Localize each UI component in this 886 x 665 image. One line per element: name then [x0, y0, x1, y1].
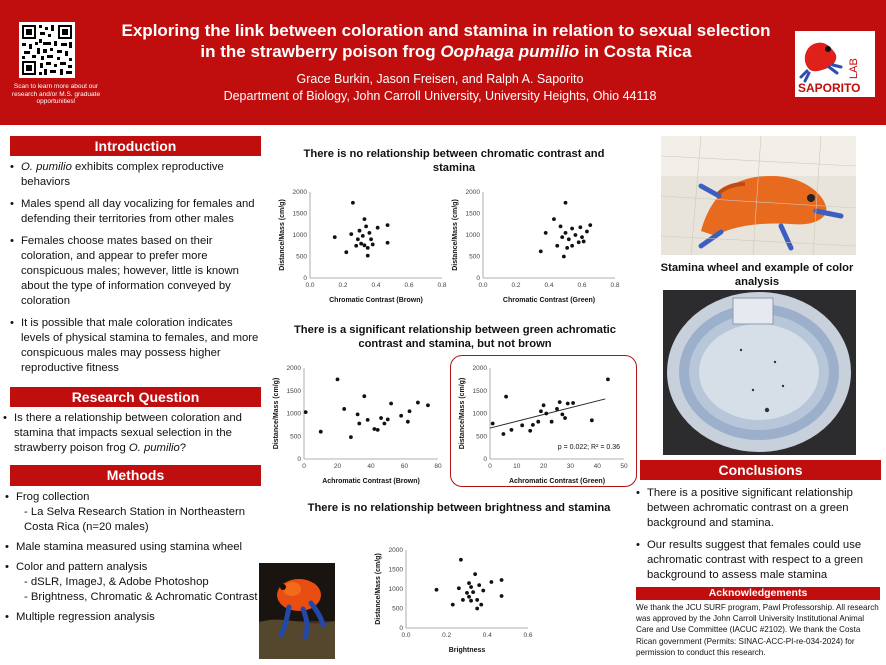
x-tick-label: 0.2	[511, 282, 521, 289]
data-point	[359, 242, 363, 246]
data-point	[544, 231, 548, 235]
y-tick-label: 0	[303, 275, 307, 283]
data-point	[564, 231, 568, 235]
data-point	[461, 598, 465, 602]
x-tick-label: 80	[434, 463, 442, 470]
author-block	[120, 71, 760, 105]
data-point	[363, 217, 367, 221]
y-axis-label: Distance/Mass (cm/g)	[279, 199, 286, 271]
x-axis-label: Achromatic Contrast (Brown)	[322, 478, 420, 485]
conclusions-heading: Conclusions	[640, 460, 881, 480]
logo-word: SAPORITO	[798, 81, 861, 95]
data-point	[389, 402, 393, 406]
data-point	[366, 418, 370, 422]
data-point	[408, 409, 412, 413]
data-point	[588, 223, 592, 227]
data-point	[465, 591, 469, 595]
data-point	[490, 580, 494, 584]
data-point	[531, 423, 535, 427]
y-tick-label: 2000	[292, 189, 307, 197]
data-point	[570, 244, 574, 248]
data-point	[502, 432, 506, 436]
y-tick-label: 0	[399, 625, 403, 633]
y-tick-label: 1500	[388, 566, 403, 574]
data-point	[552, 217, 556, 221]
acknowledgements-text: We thank the JCU SURF program, Pawl Professorship. All research was approved by the John Carroll University Institutional Animal Care and Use Committee (IACUC #2102). We thank the Costa Rican government (Permits: SINAC-ACC-PI-re-034-2024) for permission to conduct this research.	[636, 603, 879, 657]
data-point	[376, 428, 380, 432]
data-point	[416, 401, 420, 405]
frog-logo-icon	[795, 31, 875, 97]
data-point	[542, 403, 546, 407]
plot-achromatic-brown	[266, 362, 446, 487]
research-question-end: ?	[179, 442, 187, 454]
data-point	[467, 595, 471, 599]
data-point	[363, 243, 367, 247]
x-axis-label: Chromatic Contrast (Green)	[502, 297, 596, 304]
x-tick-label: 0.6	[404, 282, 414, 289]
data-point	[555, 407, 559, 411]
data-point	[571, 401, 575, 405]
x-tick-label: 0.4	[544, 282, 554, 289]
research-question-species: O. pumilio	[128, 442, 180, 454]
data-point	[471, 590, 475, 594]
y-tick-label: 1500	[292, 210, 307, 218]
data-point	[469, 585, 473, 589]
y-tick-label: 1500	[472, 387, 487, 395]
poster-header	[0, 0, 886, 125]
research-question-list	[2, 411, 260, 463]
data-point	[585, 230, 589, 234]
achromatic-figure-title: There is a significant relationship between green achromatic contrast and stamina, but not brown	[293, 324, 617, 350]
x-tick-label: 0.4	[371, 282, 381, 289]
acknowledgements-heading: Acknowledgements	[636, 587, 880, 600]
x-axis-label: Achromatic Contrast (Green)	[508, 478, 606, 485]
qr-code-icon[interactable]	[19, 22, 75, 78]
intro-bullet-3-text: Females choose mates based on their coloration, and appear to prefer more conspicuous males; however, little is known about the type of information conveyed by coloration	[21, 235, 239, 307]
x-tick-label: 0	[302, 463, 306, 470]
x-tick-label: 20	[333, 463, 342, 470]
data-point	[477, 583, 481, 587]
data-point	[349, 232, 353, 236]
methods-bullet-1: • Frog collection - La Selva Research Station in Northeastern Costa Rica (n=20 males)	[4, 490, 262, 535]
methods-bullet-3-sub-1: - dSLR, ImageJ, & Adobe Photoshop	[24, 576, 209, 588]
research-question-bullet: • Is there a relationship between coloration and stamina that impacts sexual selection in the strawberry poison frog O. pumilio?	[3, 412, 242, 454]
data-point	[386, 241, 390, 245]
data-point	[560, 235, 564, 239]
methods-bullet-2-text: Male stamina measured using stamina wheel	[16, 541, 243, 553]
data-point	[500, 594, 504, 598]
research-question-heading: Research Question	[10, 387, 261, 407]
data-point	[578, 225, 582, 229]
data-point	[361, 234, 365, 238]
x-tick-label: 0.8	[610, 282, 620, 289]
data-point	[565, 246, 569, 250]
x-tick-label: 40	[367, 463, 375, 470]
data-point	[582, 240, 586, 244]
x-tick-label: 60	[400, 463, 409, 470]
x-tick-label: 30	[566, 463, 575, 470]
data-point	[539, 409, 543, 413]
data-point	[473, 572, 477, 576]
data-point	[475, 607, 479, 611]
data-point	[528, 429, 532, 433]
conclusion-1: • There is a positive significant relationship between achromatic contrast on a green background and stamina.	[636, 487, 853, 529]
title-line-2-prefix: in the strawberry poison frog	[200, 42, 441, 61]
y-tick-label: 0	[297, 456, 301, 464]
intro-bullet-1: • O. pumilio exhibits complex reproductive behaviors	[10, 161, 224, 188]
conclusion-2: • Our results suggest that females could use achromatic contrast with respect to a green background to assess male stamina	[636, 539, 863, 581]
x-tick-label: 0.0	[305, 282, 315, 289]
data-point	[559, 225, 563, 229]
y-axis-label: Distance/Mass (cm/g)	[452, 199, 459, 271]
x-tick-label: 0.8	[437, 282, 447, 289]
introduction-list	[9, 160, 261, 383]
x-tick-label: 50	[620, 463, 628, 470]
data-point	[520, 423, 524, 427]
y-axis-label: Distance/Mass (cm/g)	[459, 377, 466, 450]
y-tick-label: 1500	[286, 387, 301, 395]
y-tick-label: 500	[476, 433, 487, 441]
data-point	[563, 416, 567, 420]
data-point	[457, 586, 461, 590]
methods-heading: Methods	[10, 465, 261, 486]
y-tick-label: 2000	[286, 365, 301, 373]
data-point	[590, 418, 594, 422]
x-tick-label: 0.6	[523, 632, 533, 639]
x-tick-label: 0.6	[577, 282, 587, 289]
data-point	[366, 246, 370, 250]
affiliation: Department of Biology, John Carroll University, University Heights, Ohio 44118	[223, 89, 657, 103]
y-tick-label: 1500	[465, 210, 480, 218]
y-tick-label: 2000	[465, 189, 480, 197]
data-point	[451, 603, 455, 607]
saporito-lab-logo	[795, 31, 875, 97]
data-point	[570, 227, 574, 231]
x-tick-label: 40	[593, 463, 601, 470]
chromatic-figure-title: There is no relationship between chromatic contrast and stamina	[303, 148, 605, 174]
data-point	[386, 418, 390, 422]
logo-lab-text: LAB	[848, 58, 860, 79]
data-point	[399, 414, 403, 418]
y-tick-label: 500	[469, 253, 480, 261]
data-point	[560, 413, 564, 417]
y-tick-label: 2000	[472, 365, 487, 373]
plot-chromatic-green	[445, 186, 623, 306]
methods-bullet-1-text: Frog collection	[16, 491, 90, 503]
qr-caption: Scan to learn more about our research and/or M.S. graduate opportunities!	[11, 83, 101, 106]
introduction-heading: Introduction	[10, 136, 261, 156]
data-point	[368, 231, 372, 235]
data-point	[459, 558, 463, 562]
y-tick-label: 0	[476, 275, 480, 283]
data-point	[379, 416, 383, 420]
data-point	[467, 581, 471, 585]
data-point	[574, 233, 578, 237]
x-tick-label: 10	[513, 463, 521, 470]
data-point	[362, 394, 366, 398]
data-point	[504, 395, 508, 399]
data-point	[333, 235, 337, 239]
frog-photo	[259, 563, 335, 659]
data-point	[566, 402, 570, 406]
data-point	[435, 588, 439, 592]
data-point	[567, 237, 571, 241]
intro-bullet-1-species: O. pumilio	[21, 161, 72, 173]
data-point	[544, 412, 548, 416]
data-point	[383, 422, 387, 426]
poster-title	[80, 20, 812, 62]
data-point	[369, 237, 373, 241]
x-tick-label: 0.0	[401, 632, 411, 639]
data-point	[349, 435, 353, 439]
y-tick-label: 1000	[465, 232, 480, 240]
y-tick-label: 1000	[388, 586, 403, 594]
authors: Grace Burkin, Jason Freisen, and Ralph A. Saporito	[296, 72, 584, 86]
data-point	[344, 250, 348, 254]
y-axis-label: Distance/Mass (cm/g)	[273, 377, 280, 450]
conclusions-list	[635, 486, 881, 590]
data-point	[577, 240, 581, 244]
intro-bullet-4: • It is possible that male coloration indicates levels of physical stamina to females, and more conspicuous males may possess higher reproductive fitness	[10, 317, 259, 374]
x-axis-label: Brightness	[448, 647, 486, 654]
data-point	[358, 229, 362, 233]
data-point	[564, 201, 568, 205]
data-point	[371, 243, 375, 247]
data-point	[351, 201, 355, 205]
methods-bullet-4: • Multiple regression analysis	[5, 611, 155, 623]
data-point	[558, 400, 562, 404]
y-tick-label: 1000	[472, 410, 487, 418]
data-point	[372, 427, 376, 431]
y-axis-label: Distance/Mass (cm/g)	[375, 553, 382, 625]
x-tick-label: 20	[539, 463, 548, 470]
data-point	[426, 403, 430, 407]
data-point	[491, 422, 495, 426]
conclusion-1-text: There is a positive significant relationship between achromatic contrast on a green background and stamina.	[647, 487, 853, 529]
data-point	[304, 410, 308, 414]
data-point	[580, 235, 584, 239]
y-tick-label: 1000	[286, 410, 301, 418]
data-point	[550, 420, 554, 424]
data-point	[356, 413, 360, 417]
photo-caption: Stamina wheel and example of color analysis	[660, 262, 854, 288]
data-point	[366, 254, 370, 258]
data-point	[539, 249, 543, 253]
research-question-text: Is there a relationship between coloration and stamina that impacts sexual selection in the strawberry poison frog	[14, 412, 242, 454]
plot-achromatic-green	[452, 362, 632, 487]
plot-brightness	[368, 544, 536, 656]
y-tick-label: 2000	[388, 547, 403, 555]
methods-bullet-1-sub: - La Selva Research Station in Northeastern Costa Rica (n=20 males)	[24, 506, 246, 533]
data-point	[354, 244, 358, 248]
data-point	[536, 420, 540, 424]
x-tick-label: 0.4	[482, 632, 492, 639]
stamina-wheel-photo	[663, 290, 856, 455]
frog-measurement-photo	[661, 136, 856, 255]
data-point	[357, 422, 361, 426]
y-tick-label: 500	[392, 605, 403, 613]
data-point	[606, 377, 610, 381]
title-line-2	[80, 41, 812, 62]
data-point	[481, 589, 485, 593]
stats-annotation: p = 0.022; R² = 0.36	[557, 444, 620, 451]
y-tick-label: 500	[296, 253, 307, 261]
x-axis-label: Chromatic Contrast (Brown)	[329, 297, 423, 304]
methods-bullet-4-text: Multiple regression analysis	[16, 611, 155, 623]
methods-bullet-3-text: Color and pattern analysis	[16, 561, 148, 573]
methods-bullet-2: • Male stamina measured using stamina wheel	[5, 541, 243, 553]
methods-list	[4, 490, 262, 632]
data-point	[406, 420, 410, 424]
title-species: Oophaga pumilio	[440, 42, 580, 61]
data-point	[376, 226, 380, 230]
x-tick-label: 0.2	[442, 632, 452, 639]
data-point	[342, 407, 346, 411]
data-point	[386, 223, 390, 227]
data-point	[364, 225, 368, 229]
methods-bullet-3-sub-2: - Brightness, Chromatic & Achromatic Contrast	[24, 591, 258, 603]
title-line-1: Exploring the link between coloration and stamina in relation to sexual selection	[121, 21, 771, 40]
methods-bullet-3: • Color and pattern analysis - dSLR, ImageJ, & Adobe Photoshop - Brightness, Chromatic & Achromatic Contrast	[4, 560, 262, 605]
data-point	[555, 244, 559, 248]
data-point	[319, 430, 323, 434]
y-tick-label: 1000	[292, 232, 307, 240]
y-tick-label: 500	[290, 433, 301, 441]
data-point	[469, 599, 473, 603]
intro-bullet-2: • Males spend all day vocalizing for females and defending their territories from other males	[10, 198, 255, 225]
data-point	[475, 598, 479, 602]
x-tick-label: 0	[488, 463, 492, 470]
y-tick-label: 0	[483, 456, 487, 464]
intro-bullet-4-text: It is possible that male coloration indicates levels of physical stamina to females, and more conspicuous males may possess higher reproductive fitness	[21, 317, 259, 374]
x-tick-label: 0.2	[338, 282, 348, 289]
intro-bullet-3: • Females choose mates based on their coloration, and appear to prefer more conspicuous males; however, little is known about the type of information conveyed by coloration	[10, 235, 239, 307]
brightness-figure-title: There is no relationship between brightness and stamina	[307, 502, 611, 514]
title-line-2-suffix: in Costa Rica	[579, 42, 692, 61]
plot-chromatic-brown	[272, 186, 450, 306]
data-point	[479, 603, 483, 607]
data-point	[500, 578, 504, 582]
data-point	[510, 428, 514, 432]
conclusion-2-text: Our results suggest that females could use achromatic contrast with respect to a green background to assess male stamina	[647, 539, 863, 581]
x-tick-label: 0.0	[478, 282, 488, 289]
intro-bullet-1-text: exhibits complex reproductive behaviors	[21, 161, 224, 188]
intro-bullet-2-text: Males spend all day vocalizing for females and defending their territories from other males	[21, 198, 255, 225]
data-point	[356, 237, 360, 241]
data-point	[336, 377, 340, 381]
data-point	[562, 255, 566, 259]
